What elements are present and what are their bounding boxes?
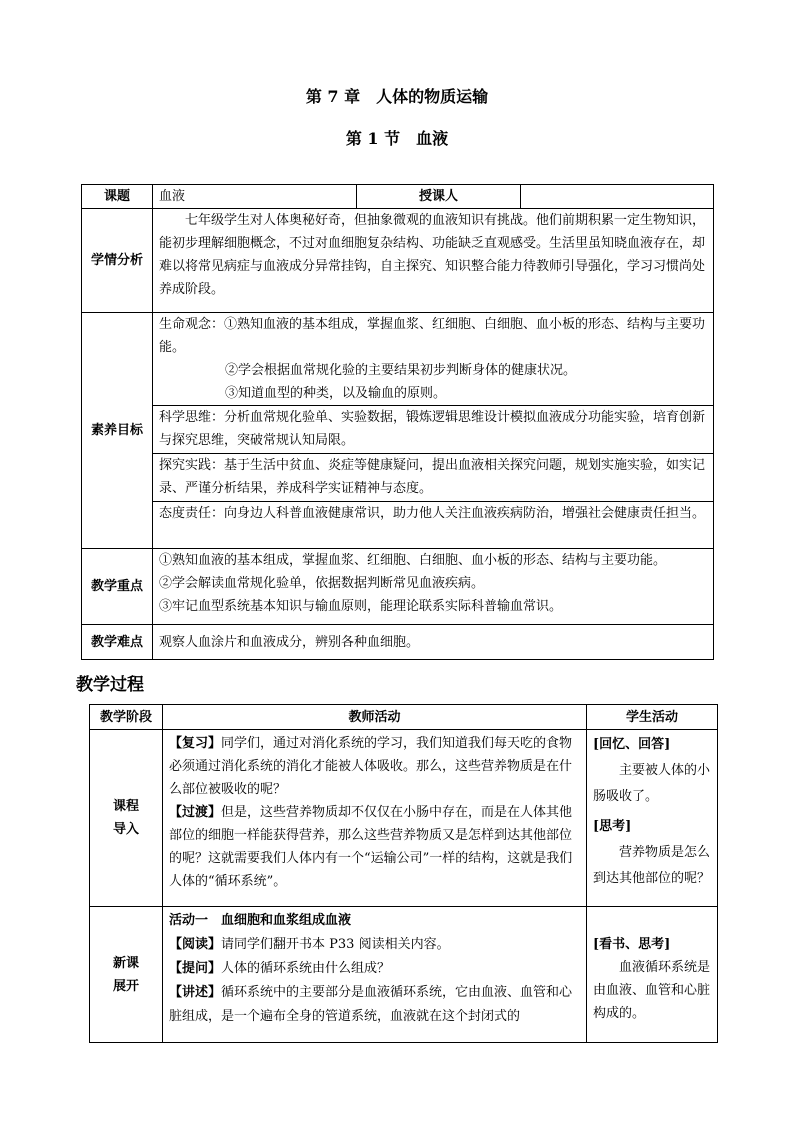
lecture-tag: 【讲述】 — [169, 985, 222, 1000]
intro-student-cell — [587, 730, 718, 907]
recall-text: 主要被人体的小肠吸收了。 — [593, 763, 711, 804]
transition-tag: 【过渡】 — [169, 805, 222, 820]
new-lesson-stage: 新课展开 — [90, 907, 163, 1043]
section-title: 第 1 节 血液 — [345, 129, 449, 148]
ask-text: 人体的循环系统由什么组成？ — [221, 961, 391, 976]
process-title: 教学过程 — [76, 675, 144, 695]
chapter-title: 第 7 章 人体的物质运输 — [305, 87, 489, 106]
difficulty-text: 观察人血涂片和血液成分，辨别各种血细胞。 — [153, 625, 714, 660]
analysis-text: 七年级学生对人体奥秘好奇，但抽象微观的血液知识有挑战。他们前期积累一定生物知识，能初步理解细胞概念，不过对血细胞复杂结构、功能缺乏直观感受。生活里虽知晓血液存在，却难以将常见病症与血液成分异常挂钩，自主探究、知识整合能力待教师引导强化，学习习惯尚处养成阶段。 — [153, 209, 714, 313]
intro-row — [90, 730, 718, 907]
think-text: 营养物质是怎么到达其他部位的呢？ — [593, 845, 711, 886]
difficulty-label: 教学难点 — [82, 625, 153, 660]
read-text: 请同学们翻开书本 P33 阅读相关内容。 — [221, 937, 450, 952]
goal-practice: 探究实践：基于生活中贫血、炎症等健康疑问，提出血液相关探究问题，规划实施实验，如实记录、严谨分析结果，养成科学实证精神与态度。 — [153, 454, 714, 502]
ask-tag: 【提问】 — [169, 961, 222, 976]
col-student-header: 学生活动 — [587, 705, 718, 730]
teacher-value — [521, 185, 714, 209]
col-teacher-header: 教师活动 — [163, 705, 587, 730]
key-item-2: ②学会解读血常规化验单，依据数据判断常见血液疾病。 — [159, 576, 485, 591]
col-stage-header: 教学阶段 — [90, 705, 163, 730]
goal-think: 科学思维：分析血常规化验单、实验数据，锻炼逻辑思维设计模拟血液成分功能实验，培育创新与探究思维，突破常规认知局限。 — [153, 406, 714, 454]
review-tag: 【复习】 — [169, 736, 222, 751]
process-table — [89, 704, 718, 1043]
read-think-tag: [看书、思考] — [593, 937, 671, 952]
key-item-1: ①熟知血液的基本组成，掌握血浆、红细胞、白细胞、血小板的形态、结构与主要功能。 — [159, 553, 667, 568]
goal-life-2: ②学会根据血常规化验的主要结果初步判断身体的健康状况。 — [225, 363, 577, 378]
topic-row — [82, 185, 714, 209]
analysis-label: 学情分析 — [82, 209, 153, 313]
lesson-info-table — [81, 184, 714, 660]
goal-life-key: 生命观念： — [159, 317, 225, 332]
read-think-text: 血液循环系统是由血液、血管和心脏构成的。 — [593, 960, 711, 1021]
key-label: 教学重点 — [82, 549, 153, 625]
goal-life-cell — [153, 313, 714, 406]
new-lesson-row — [90, 907, 718, 1043]
goal-life-row — [82, 313, 714, 406]
recall-tag: [回忆、回答] — [593, 737, 671, 752]
goals-label: 素养目标 — [82, 313, 153, 549]
key-cell — [153, 549, 714, 625]
goal-attitude: 态度责任：向身边人科普血液健康常识，助力他人关注血液疾病防治，增强社会健康责任担当。 — [153, 502, 714, 549]
activity-title: 活动一 血细胞和血浆组成血液 — [169, 913, 352, 928]
transition-text: 但是，这些营养物质却不仅仅在小肠中存在，而是在人体其他部位的细胞一样能获得营养，那么这些营养物质又是怎样到达其他部位的呢？这就需要我们人体内有一个“运输公司”一样的结构，这就是我们人体的“循环系统”。 — [169, 805, 573, 889]
difficulty-row — [82, 625, 714, 660]
think-tag: [思考] — [593, 819, 632, 834]
intro-teacher-cell — [163, 730, 587, 907]
read-tag: 【阅读】 — [169, 937, 222, 952]
topic-label: 课题 — [82, 185, 153, 209]
teacher-label: 授课人 — [357, 185, 521, 209]
key-item-3: ③牢记血型系统基本知识与输血原则，能理论联系实际科普输血常识。 — [159, 599, 563, 614]
new-lesson-teacher-cell — [163, 907, 587, 1043]
review-text: 同学们，通过对消化系统的学习，我们知道我们每天吃的食物必须通过消化系统的消化才能被人体吸收。那么，这些营养物质是在什么部位被吸收的呢？ — [169, 736, 573, 797]
goal-practice-row — [82, 454, 714, 502]
intro-stage: 课程导入 — [90, 730, 163, 907]
key-row — [82, 549, 714, 625]
analysis-row — [82, 209, 714, 313]
lecture-text: 循环系统中的主要部分是血液循环系统，它由血液、血管和心脏组成，是一个遍布全身的管道系统，血液就在这个封闭式的 — [169, 985, 573, 1024]
goal-think-row — [82, 406, 714, 454]
new-lesson-student-cell — [587, 907, 718, 1043]
goal-attitude-row — [82, 502, 714, 549]
topic-value: 血液 — [153, 185, 357, 209]
goal-life-3: ③知道血型的种类，以及输血的原则。 — [225, 386, 447, 401]
process-header-row — [90, 705, 718, 730]
goal-life-1: ①熟知血液的基本组成，掌握血浆、红细胞、白细胞、血小板的形态、结构与主要功能。 — [159, 317, 706, 355]
